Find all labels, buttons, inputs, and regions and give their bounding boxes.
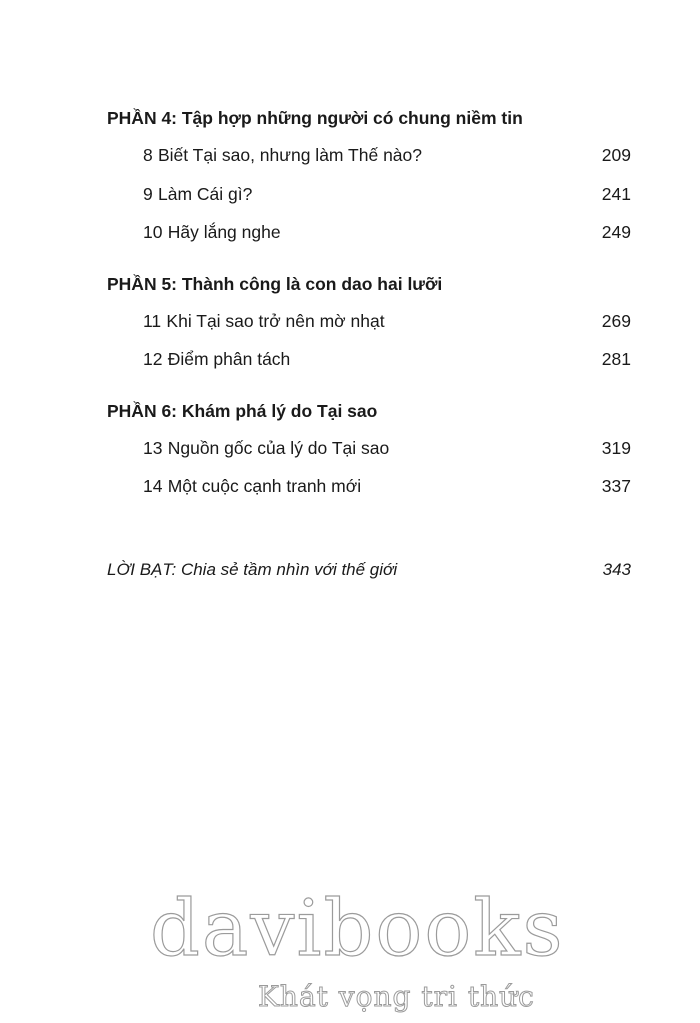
part-title: PHẦN 6: Khám phá lý do Tại sao xyxy=(107,400,378,421)
chapter-title: Làm Cái gì? xyxy=(157,183,253,204)
chapter-page: 209 xyxy=(601,145,631,165)
chapter-page: 269 xyxy=(601,310,631,331)
part-title: PHẦN 5: Thành công là con dao hai lưỡi xyxy=(107,273,443,294)
chapter-number: 8 xyxy=(143,145,153,165)
table-of-contents xyxy=(107,100,631,589)
chapter-title: Một cuộc cạnh tranh mới xyxy=(167,476,362,496)
toc-entry xyxy=(107,302,631,341)
afterword-page: 343 xyxy=(602,559,631,579)
chapter-number: 14 xyxy=(143,476,163,496)
chapter-title: Nguồn gốc của lý do Tại sao xyxy=(167,437,390,458)
chapter-title: Khi Tại sao trở nên mờ nhạt xyxy=(166,310,385,331)
toc-part xyxy=(107,393,631,506)
toc-entry xyxy=(107,136,631,175)
chapter-page: 241 xyxy=(601,183,631,204)
toc-entry xyxy=(107,467,631,506)
afterword-entry xyxy=(107,551,631,589)
chapter-page: 337 xyxy=(601,476,631,496)
toc-part xyxy=(107,266,631,379)
toc-part xyxy=(107,100,631,252)
chapter-number: 9 xyxy=(143,183,153,204)
part-title: PHẦN 4: Tập hợp những người có chung niềm tin xyxy=(107,108,523,128)
afterword-title: LỜI BẠT: Chia sẻ tầm nhìn với thế giới xyxy=(107,559,398,579)
chapter-number: 10 xyxy=(143,222,163,242)
chapter-number: 11 xyxy=(143,310,162,331)
chapter-page: 319 xyxy=(601,437,631,458)
toc-entry xyxy=(107,175,631,214)
chapter-title: Điểm phân tách xyxy=(167,349,291,369)
watermark-tagline: Khát vọng tri thức xyxy=(258,980,535,1013)
toc-entry xyxy=(107,429,631,468)
chapter-page: 281 xyxy=(601,349,631,369)
chapter-title: Hãy lắng nghe xyxy=(167,222,281,242)
chapter-number: 12 xyxy=(143,349,163,369)
chapter-number: 13 xyxy=(143,437,163,458)
watermark-brand: davibooks xyxy=(150,884,565,974)
publisher-watermark xyxy=(150,884,570,1020)
toc-entry xyxy=(107,213,631,252)
chapter-title: Biết Tại sao, nhưng làm Thế nào? xyxy=(157,145,422,165)
chapter-page: 249 xyxy=(601,222,631,242)
toc-entry xyxy=(107,340,631,379)
